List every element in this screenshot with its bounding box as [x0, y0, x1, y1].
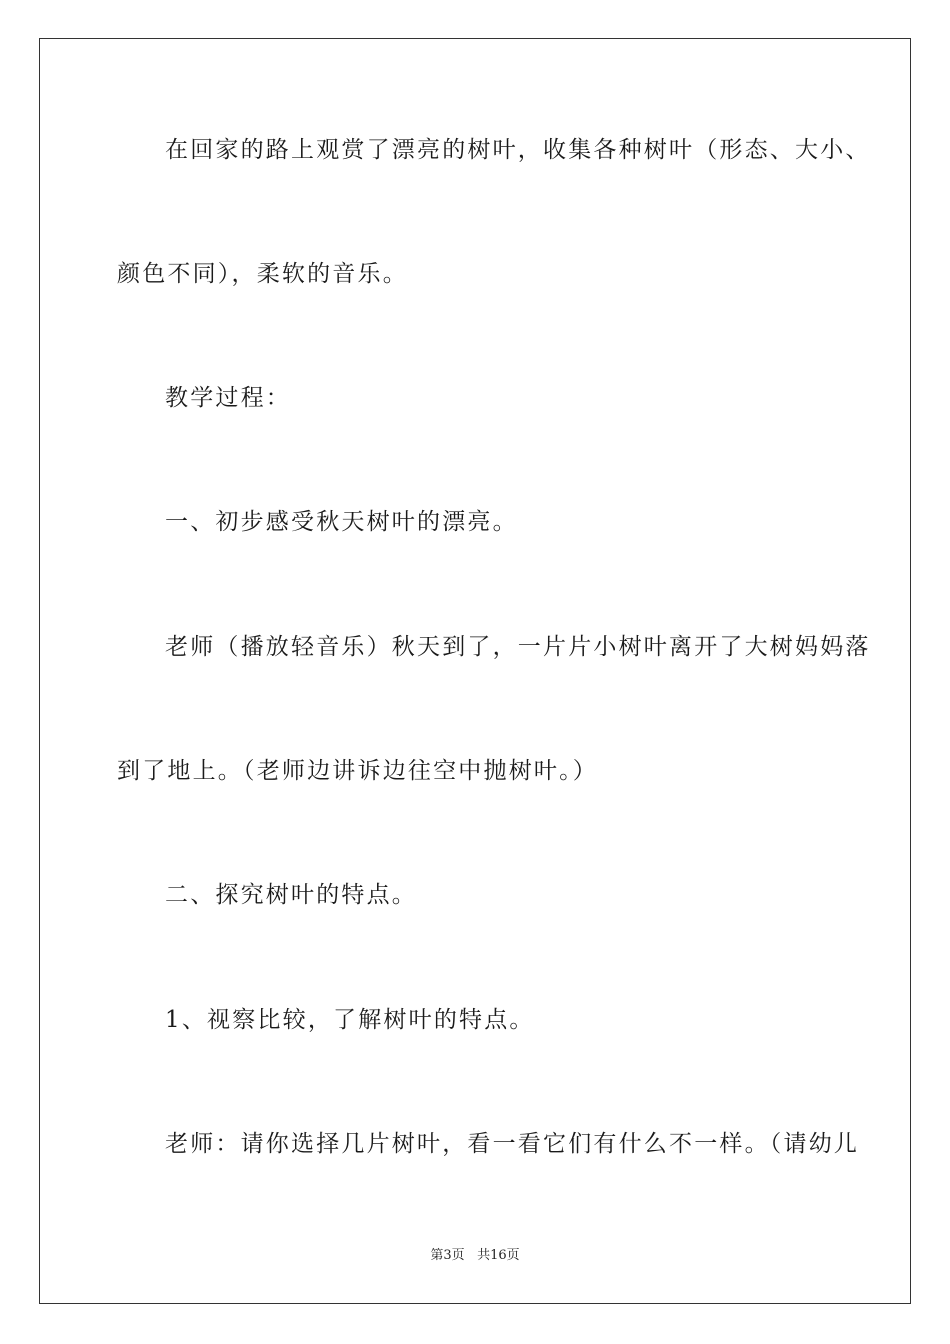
paragraph-line: 1、视察比较，了解树叶的特点。 — [165, 1007, 535, 1033]
paragraph-line: 老师：请你选择几片树叶，看一看它们有什么不一样。（请幼儿 — [165, 1131, 860, 1157]
paragraph-line: 老师（播放轻音乐）秋天到了，一片片小树叶离开了大树妈妈落 — [165, 634, 871, 660]
paragraph-line: 颜色不同），柔软的音乐。 — [117, 261, 408, 287]
paragraph-line: 在回家的路上观赏了漂亮的树叶，收集各种树叶（形态、大小、 — [165, 137, 871, 163]
page-border — [39, 38, 911, 1304]
paragraph-line: 一、初步感受秋天树叶的漂亮。 — [165, 509, 518, 535]
paragraph-line: 到了地上。（老师边讲诉边往空中抛树叶。） — [117, 758, 598, 784]
paragraph-line: 二、探究树叶的特点。 — [165, 882, 417, 908]
page-footer — [0, 1247, 950, 1265]
page-total: 共16页 — [477, 1248, 520, 1263]
page-number: 第3页 — [430, 1248, 465, 1263]
paragraph-line: 教学过程： — [165, 385, 291, 411]
